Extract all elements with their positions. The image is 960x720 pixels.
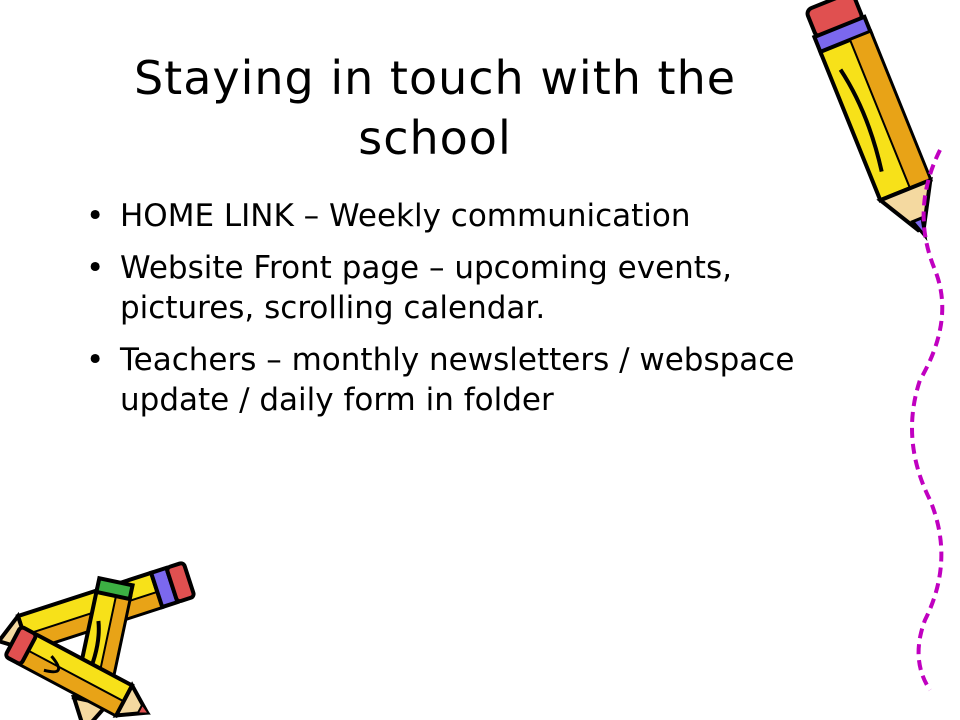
title-line-1: Staying in touch with the [133, 51, 737, 105]
bullet-item-website [86, 248, 866, 328]
squiggle-decoration-icon [900, 150, 960, 690]
pencils-icon [0, 572, 200, 720]
bullet-marker: • [86, 250, 105, 286]
title-line-2: school [358, 111, 512, 165]
bullet-marker: • [86, 342, 105, 378]
bullet-item-home-link [86, 196, 866, 236]
slide-title [60, 48, 810, 168]
bullet-text: Teachers – monthly newsletters / webspace update / daily form in folder [120, 342, 795, 418]
bullet-marker: • [86, 198, 105, 234]
bullet-text: HOME LINK – Weekly communication [120, 198, 691, 234]
bullet-text: Website Front page – upcoming events, pictures, scrolling calendar. [120, 250, 732, 326]
bullet-item-teachers [86, 340, 866, 420]
bullet-list [86, 196, 866, 432]
